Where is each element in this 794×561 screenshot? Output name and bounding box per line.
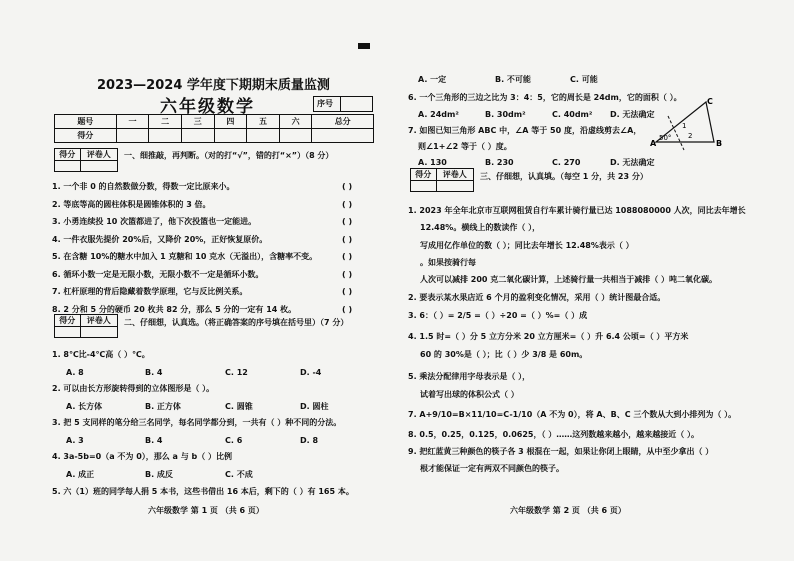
answer-paren[interactable]: ( ) (342, 199, 353, 209)
score-cell[interactable] (279, 129, 312, 143)
mc-option[interactable]: B. 不可能 (495, 75, 531, 84)
fill-line: 1. 2023 年全年北京市互联网租赁自行车累计骑行量已达 1088080000 人次，同比去年增长 (408, 206, 746, 215)
mc-q6-stem: 6. 一个三角形的三边之比为 3：4：5，它的周长是 24dm，它的面积（ ）。 (408, 93, 682, 102)
angle-label: 50° (659, 134, 672, 142)
angle-1-label: 1 (682, 122, 687, 130)
grader-box-3 (410, 168, 474, 192)
mc-option[interactable]: D. -4 (300, 368, 322, 377)
top-mark (358, 43, 370, 49)
fill-line: 写成用亿作单位的数（ ）；同比去年增长 12.48%表示（ ） (420, 241, 634, 250)
answer-paren[interactable]: ( ) (342, 252, 353, 261)
judge-item: 2. 等底等高的圆柱体积是圆锥体积的 3 倍。 ( ) (52, 199, 353, 209)
page2-footer: 六年级数学 第 2 页 （共 6 页） (510, 506, 626, 515)
grader-cell[interactable] (80, 327, 118, 338)
vertex-label-a: A (650, 139, 657, 148)
fill-line: 3. 6：（ ）= 2/5 =（ ）÷20 =（ ）%=（ ）成 (408, 311, 588, 320)
answer-paren[interactable]: ( ) (342, 234, 353, 244)
answer-paren[interactable]: ( ) (342, 269, 353, 279)
grader-score-label: 得分 (411, 169, 437, 181)
fill-line: 2. 要表示某水果店近 6 个月的盈利变化情况，采用（ ）统计图最合适。 (408, 293, 666, 302)
score-cell[interactable] (181, 129, 214, 143)
score-col: 一 (116, 115, 149, 129)
fill-line: 试着写出球的体积公式（ ） (420, 390, 519, 399)
section2-heading: 二、仔细想，认真选。（将正确答案的序号填在括号里）（7 分） (124, 318, 349, 327)
mc-option[interactable]: B. 30dm² (485, 110, 526, 119)
answer-paren[interactable]: ( ) (342, 217, 353, 226)
mc-option[interactable]: D. 8 (300, 436, 319, 445)
score-table (54, 114, 374, 143)
mc-option[interactable]: B. 230 (485, 158, 514, 167)
seat-label: 序号 (317, 99, 333, 108)
mc-option[interactable]: A. 一定 (418, 75, 447, 84)
score-row-label: 得分 (55, 129, 117, 143)
score-cell[interactable] (214, 129, 247, 143)
fill-line: 8. 0.5，0.25，0.125，0.0625，（ ）……这列数越来越小，越来越接近（ ）。 (408, 430, 700, 439)
score-cell[interactable] (116, 129, 149, 143)
fill-line: 12.48%。横线上的数读作（ ）， (420, 223, 541, 232)
mc-q7-stem1: 7. 如图已知三角形 ABC 中，∠A 等于 50 度，沿虚线剪去∠A， (408, 126, 642, 135)
grader-cell[interactable] (411, 181, 437, 192)
grader-box-1 (54, 148, 118, 172)
vertex-label-b: B (716, 139, 723, 148)
fill-line: 。如果按骑行每 (420, 258, 476, 267)
mc-option[interactable]: D. 圆柱 (300, 402, 329, 411)
angle-2-label: 2 (688, 132, 693, 140)
mc-q4-stem: 4. 3a-5b=0（a 不为 0），那么 a 与 b（ ）比例 (52, 452, 233, 461)
score-col: 总分 (312, 115, 374, 129)
mc-option[interactable]: C. 圆锥 (225, 402, 253, 411)
mc-q1-stem: 1. 8℃比-4℃高（ ）℃。 (52, 350, 150, 359)
page1-title: 2023—2024 学年度下期期末质量监测 (97, 78, 330, 93)
judge-item: 8. 2 分和 5 分的硬币 20 枚共 82 分，那么 5 分的一定有 14 枚。 ( ) (52, 304, 353, 314)
fill-line: 5. 乘法分配律用字母表示是（ ）， (408, 372, 531, 381)
judge-item: 1. 一个非 0 的自然数做分数，得数一定比原来小。 ( ) (52, 182, 353, 191)
vertex-label-c: C (707, 97, 713, 106)
mc-option[interactable]: A. 24dm² (418, 110, 459, 119)
mc-option[interactable]: C. 12 (225, 368, 248, 377)
grader-score-label: 得分 (55, 149, 81, 161)
fill-line: 4. 1.5 时=（ ）分 5 立方分米 20 立方厘米=（ ）升 6.4 公顷=（ ）平方米 (408, 332, 689, 341)
score-col: 题号 (55, 115, 117, 129)
score-col: 五 (247, 115, 280, 129)
mc-option[interactable]: C. 270 (552, 158, 581, 167)
mc-q2-stem: 2. 可以由长方形旋转得到的立体图形是（ ）。 (52, 384, 215, 393)
score-cell[interactable] (247, 129, 280, 143)
judge-item: 5. 在含糖 10%的糖水中加入 1 克糖和 10 克水（无溢出），含糖率不变。 ( ) (52, 252, 353, 261)
grader-box-2 (54, 314, 118, 338)
mc-q3-stem: 3. 把 5 支同样的笔分给三名同学，每名同学都分到，一共有（ ）种不同的分法。 (52, 418, 342, 427)
fill-line: 9. 把红蓝黄三种颜色的筷子各 3 根混在一起，如果让你闭上眼睛，从中至少拿出（ ） (408, 447, 714, 456)
mc-option[interactable]: C. 40dm² (552, 110, 593, 119)
fill-line: 根才能保证一定有两双不同颜色的筷子。 (420, 464, 564, 473)
mc-option[interactable]: A. 3 (66, 436, 84, 445)
mc-option[interactable]: D. 无法确定 (610, 158, 655, 167)
score-cell[interactable] (312, 129, 374, 143)
section1-items (52, 182, 382, 322)
judge-item: 7. 杠杆原理的背后隐藏着数学原理，它与反比例关系。 ( ) (52, 287, 353, 296)
answer-paren[interactable]: ( ) (342, 287, 353, 296)
triangle-figure (650, 96, 725, 152)
mc-option[interactable]: D. 无法确定 (610, 110, 655, 119)
mc-option[interactable]: A. 8 (66, 368, 84, 377)
grader-reviewer-label: 评卷人 (80, 315, 118, 327)
grader-reviewer-label: 评卷人 (436, 169, 474, 181)
page1-footer: 六年级数学 第 1 页 （共 6 页） (148, 506, 264, 515)
grader-cell[interactable] (55, 161, 81, 172)
answer-paren[interactable]: ( ) (342, 304, 353, 314)
mc-option[interactable]: C. 不成 (225, 470, 253, 479)
seat-box (313, 96, 373, 112)
judge-item: 4. 一件衣服先提价 20%后，又降价 20%，正好恢复原价。 ( ) (52, 234, 353, 244)
mc-option[interactable]: C. 6 (225, 436, 243, 445)
grader-cell[interactable] (55, 327, 81, 338)
score-col: 二 (149, 115, 182, 129)
answer-paren[interactable]: ( ) (342, 182, 353, 191)
mc-option[interactable]: B. 正方体 (145, 402, 181, 411)
mc-option[interactable]: A. 130 (418, 158, 447, 167)
page1-subject: 六年级数学 (160, 97, 255, 117)
judge-item: 6. 循环小数一定是无限小数，无限小数不一定是循环小数。 ( ) (52, 269, 353, 279)
section1-heading: 一、细推敲，再判断。（对的打“√”，错的打“×”）（8 分） (124, 151, 334, 160)
mc-option[interactable]: B. 4 (145, 436, 163, 445)
score-col: 三 (181, 115, 214, 129)
mc-q7-stem2: 则∠1+∠2 等于（ ）度。 (418, 142, 512, 151)
mc-option[interactable]: A. 长方体 (66, 402, 103, 411)
mc-option[interactable]: B. 成反 (145, 470, 173, 479)
mc-q5-stem: 5. 六（1）班的同学每人捐 5 本书，这些书借出 16 本后，剩下的（ ）有 165 本。 (52, 487, 354, 496)
mc-option[interactable]: A. 成正 (66, 470, 95, 479)
fill-line: 人次可以减排 200 克二氧化碳计算，上述骑行量一共相当于减排（ ）吨二氧化碳。 (420, 275, 718, 284)
grader-score-label: 得分 (55, 315, 81, 327)
fill-line: 60 的 30%是（ ）；比（ ）少 3/8 是 60m。 (420, 350, 588, 359)
score-col: 四 (214, 115, 247, 129)
score-cell[interactable] (149, 129, 182, 143)
section3-heading: 三、仔细想，认真填。（每空 1 分，共 23 分） (480, 172, 648, 181)
mc-option[interactable]: B. 4 (145, 368, 163, 377)
score-col: 六 (279, 115, 312, 129)
grader-cell[interactable] (436, 181, 474, 192)
mc-option[interactable]: C. 可能 (570, 75, 598, 84)
grader-reviewer-label: 评卷人 (80, 149, 118, 161)
grader-cell[interactable] (80, 161, 118, 172)
fill-line: 7. A+9/10=B×11/10=C-1/10（A 不为 0），将 A、B、C 三个数从大到小排列为（ ）。 (408, 410, 737, 419)
judge-item: 3. 小勇连续投 10 次篮都进了，他下次投篮也一定能进。 ( ) (52, 217, 353, 226)
